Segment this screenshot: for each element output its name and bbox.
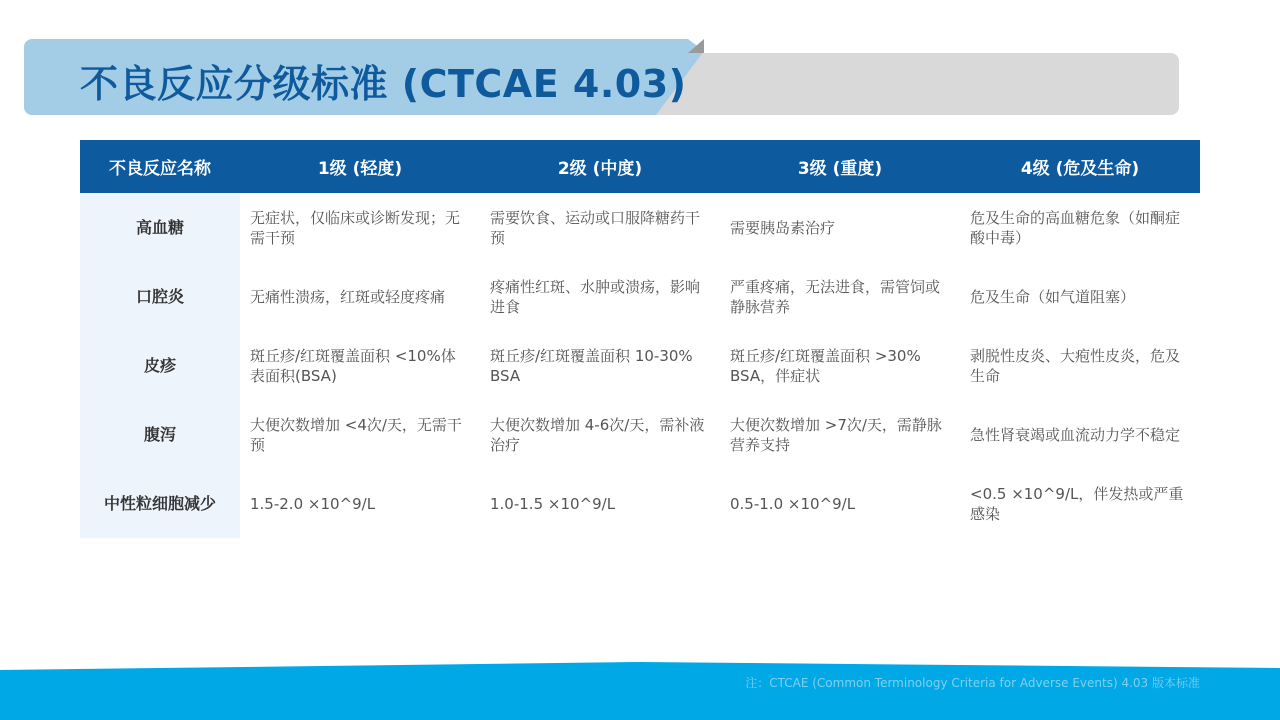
grade-4-cell: 危及生命（如气道阻塞）	[970, 287, 1136, 306]
reaction-name-cell: 腹泻	[80, 400, 240, 469]
footer-wave-band	[0, 662, 1280, 720]
grade-2-cell: 疼痛性红斑、水肿或溃疡，影响进食	[490, 277, 701, 316]
grade-3-cell: 大便次数增加 >7次/天，需静脉营养支持	[730, 415, 942, 454]
grade-2-cell: 斑丘疹/红斑覆盖面积 10-30% BSA	[490, 346, 693, 385]
header-reaction-name: 不良反应名称	[80, 140, 240, 193]
table-row	[80, 400, 1200, 469]
adverse-reaction-grade-table	[80, 140, 1200, 538]
reaction-name-cell: 皮疹	[80, 331, 240, 400]
header-grade-2: 2级 (中度)	[480, 140, 720, 193]
grade-3-cell: 需要胰岛素治疗	[730, 218, 836, 237]
grade-1-cell: 1.5-2.0 ×10^9/L	[250, 494, 376, 513]
header-grade-1: 1级 (轻度)	[240, 140, 480, 193]
grade-2-cell: 需要饮食、运动或口服降糖药干预	[490, 208, 701, 247]
header-grade-3: 3级 (重度)	[720, 140, 960, 193]
grade-4-cell: 剥脱性皮炎、大疱性皮炎，危及生命	[970, 346, 1181, 385]
grade-3-cell: 斑丘疹/红斑覆盖面积 >30% BSA，伴症状	[730, 346, 921, 385]
title-banner-fold	[688, 39, 704, 53]
grade-1-cell: 斑丘疹/红斑覆盖面积 <10%体表面积(BSA)	[250, 346, 456, 385]
grade-3-cell: 0.5-1.0 ×10^9/L	[730, 494, 856, 513]
grade-3-cell: 严重疼痛，无法进食，需管饲或静脉营养	[730, 277, 941, 316]
grade-2-cell: 1.0-1.5 ×10^9/L	[490, 494, 616, 513]
header-grade-4: 4级 (危及生命)	[960, 140, 1200, 193]
grade-4-cell: 危及生命的高血糖危象（如酮症酸中毒）	[970, 208, 1181, 247]
table-row	[80, 193, 1200, 262]
footnote: 注：CTCAE (Common Terminology Criteria for Adverse Events) 4.03 版本标准	[745, 676, 1200, 690]
table-row	[80, 262, 1200, 331]
table-row	[80, 331, 1200, 400]
grade-2-cell: 大便次数增加 4-6次/天，需补液治疗	[490, 415, 705, 454]
reaction-name-cell: 口腔炎	[80, 262, 240, 331]
grade-4-cell: 急性肾衰竭或血流动力学不稳定	[970, 425, 1181, 444]
page-title: 不良反应分级标准 (CTCAE 4.03)	[80, 62, 687, 106]
grade-1-cell: 大便次数增加 <4次/天，无需干预	[250, 415, 462, 454]
reaction-name-cell: 高血糖	[80, 193, 240, 262]
table-header-row	[80, 140, 1200, 193]
reaction-name-cell: 中性粒细胞减少	[80, 469, 240, 538]
grade-4-cell: <0.5 ×10^9/L，伴发热或严重感染	[970, 484, 1184, 523]
grade-1-cell: 无痛性溃疡，红斑或轻度疼痛	[250, 287, 446, 306]
table-row	[80, 469, 1200, 538]
grade-1-cell: 无症状，仅临床或诊断发现；无需干预	[250, 208, 461, 247]
